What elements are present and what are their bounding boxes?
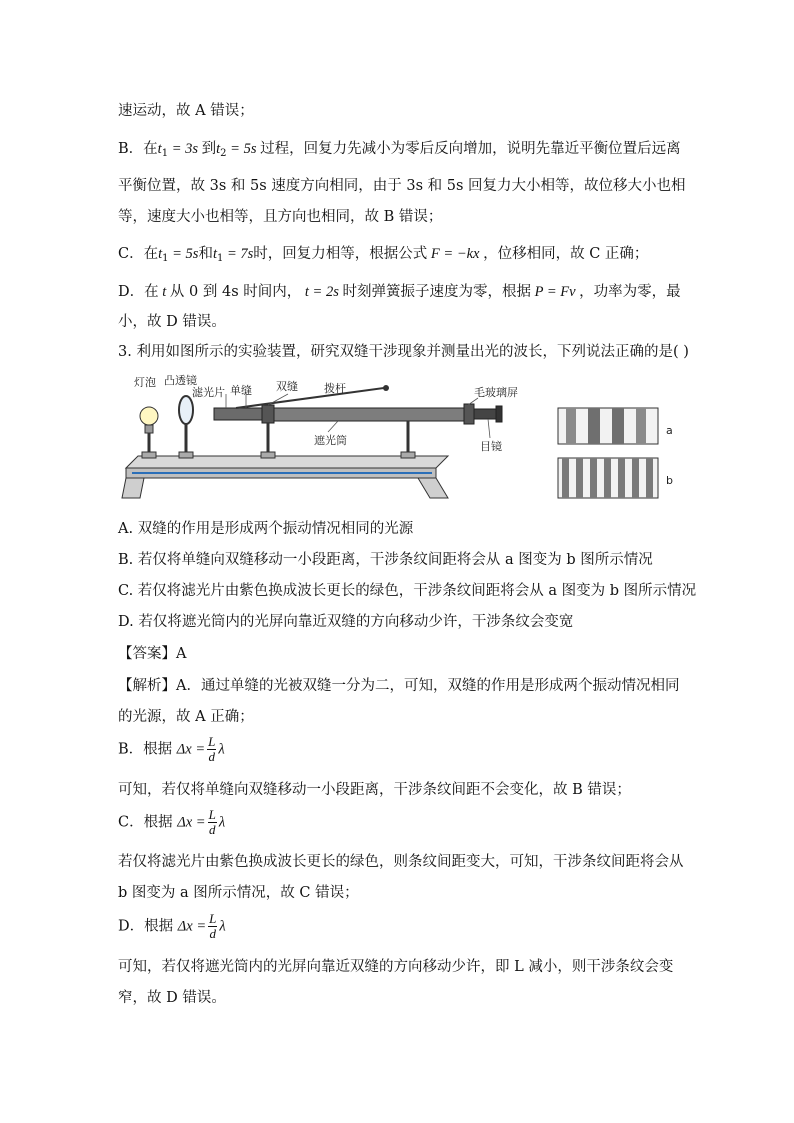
text-segment: B．在 (118, 141, 158, 157)
leader-line (328, 421, 338, 432)
fraction-denominator: d (209, 926, 216, 941)
text-segment: 和 (198, 246, 213, 262)
explanation-line: 可知，若仅将单缝向双缝移动一小段距离，干涉条纹间距不会变化，故 B 错误； (118, 782, 631, 798)
fraction (207, 735, 216, 764)
formula: F = −kx (427, 246, 484, 262)
leader-line (268, 394, 288, 405)
rail-leg-left (122, 478, 144, 498)
text-segment: C．在 (118, 246, 159, 262)
text-line-option-c (118, 244, 648, 269)
explanation-line: 可知，若仅将遮光筒内的光屏向靠近双缝的方向移动少许，即 L 减小，则干涉条纹会变 (118, 959, 674, 975)
subscript: 2 (220, 148, 227, 159)
label-lamp: 灯泡 (134, 376, 156, 389)
equation: t = 2s (301, 284, 343, 300)
filter-slit-assembly (214, 408, 262, 420)
text-segment: D．根据 (118, 918, 174, 935)
fraction (208, 808, 217, 837)
fraction-denominator: d (208, 822, 216, 837)
option-b: B. 若仅将单缝向双缝移动一小段距离，干涉条纹间距将会从 a 图变为 b 图所示情况 (118, 552, 653, 568)
leader-line (488, 419, 490, 438)
formula-left: Δx = (177, 918, 207, 935)
text-segment: 到 (201, 141, 217, 157)
rail-top (126, 456, 448, 468)
text-line: 小，故 D 错误。 (118, 314, 226, 330)
tube-holder-left (261, 452, 275, 458)
answer: 【答案】A (118, 646, 187, 662)
experiment-figure (118, 372, 678, 508)
fringe-pattern-b (558, 458, 658, 498)
label-lever: 拨杆 (324, 382, 346, 395)
formula-left: Δx = (176, 741, 206, 758)
lever-rod (236, 388, 384, 408)
label-double-slit: 双缝 (276, 380, 298, 393)
text-segment: 时刻弹簧振子速度为零，根据 (342, 284, 531, 300)
label-b: b (666, 474, 673, 487)
question-3: 3. 利用如图所示的实验装置，研究双缝干涉现象并测量出光的波长，下列说法正确的是( ) (118, 344, 689, 360)
time-symbol: t (158, 246, 163, 262)
text-line: 速运动，故 A 错误； (118, 103, 254, 119)
formula-left: Δx = (177, 814, 206, 831)
lamp-bulb (140, 407, 158, 425)
convex-lens (179, 396, 193, 424)
time-symbol: t (212, 246, 217, 262)
lamp-base (145, 425, 153, 433)
equation: = 5s (226, 141, 261, 157)
subscript: 1 (162, 253, 169, 264)
lever-knob (383, 385, 389, 391)
explanation-line: 【解析】A．通过单缝的光被双缝一分为二，可知，双缝的作用是形成两个振动情况相同 (118, 678, 680, 694)
text-segment: ，功率为零，最 (579, 284, 681, 300)
lambda-symbol: λ (218, 814, 226, 831)
text-segment: 过程，回复力先减小为零后反向增加，说明先靠近平衡位置后远离 (260, 141, 681, 157)
explanation-formula-b (118, 735, 225, 764)
text-segment: D．在 (118, 284, 159, 300)
formula: P = Fv (530, 284, 580, 300)
text-segment: 从 0 到 4s 时间内， (169, 284, 302, 300)
equation: = 7s (223, 246, 254, 262)
option-c: C. 若仅将滤光片由紫色换成波长更长的绿色，干涉条纹间距将会从 a 图变为 b 图所示情况 (118, 583, 697, 599)
fringe-pattern-a (558, 408, 658, 444)
tube-holder-right (401, 452, 415, 458)
option-d: D. 若仅将遮光筒内的光屏向靠近双缝的方向移动少许，干涉条纹会变宽 (118, 614, 574, 630)
time-symbol: t (158, 284, 170, 300)
equation: = 3s (168, 141, 202, 157)
text-segment: ，位移相同，故 C 正确； (483, 246, 649, 262)
label-a: a (666, 424, 673, 437)
explanation-line: 窄，故 D 错误。 (118, 990, 226, 1006)
lens-holder (179, 452, 193, 458)
equation: = 5s (168, 246, 199, 262)
text-line: 平衡位置，故 3s 和 5s 速度方向相同，由于 3s 和 5s 回复力大小相等，故位移大小也相 (118, 178, 686, 194)
text-line: 等，速度大小也相等，且方向也相同，故 B 错误； (118, 209, 443, 225)
text-line-option-b (118, 139, 681, 164)
time-symbol: t (216, 141, 221, 157)
subscript: 1 (216, 253, 224, 264)
eyepiece-end (496, 406, 502, 422)
label-screen: 毛玻璃屏 (474, 386, 518, 399)
time-symbol: t (157, 141, 162, 157)
rail-leg-right (418, 478, 448, 498)
explanation-line: 的光源，故 A 正确； (118, 709, 254, 725)
screen-ring (464, 404, 474, 424)
lambda-symbol: λ (218, 741, 225, 758)
label-eyepiece: 目镜 (480, 440, 502, 453)
eyepiece-tube (474, 409, 496, 419)
subscript: 1 (161, 148, 169, 159)
text-line-option-d (118, 282, 681, 302)
label-single-slit: 单缝 (230, 384, 252, 397)
label-filter: 滤光片 (192, 386, 225, 399)
light-shield-tube (274, 408, 464, 421)
option-a: A. 双缝的作用是形成两个振动情况相同的光源 (118, 521, 414, 537)
lambda-symbol: λ (219, 918, 226, 935)
fraction-denominator: d (208, 749, 215, 764)
label-lens: 凸透镜 (164, 374, 197, 387)
label-tube: 遮光筒 (314, 434, 347, 447)
explanation-formula-d (118, 912, 226, 941)
explanation-line: 若仅将滤光片由紫色换成波长更长的绿色，则条纹间距变大，可知，干涉条纹间距将会从 (118, 854, 684, 870)
text-segment: C．根据 (118, 814, 173, 831)
double-slit-ring (262, 405, 274, 423)
explanation-line: b 图变为 a 图所示情况，故 C 错误； (118, 885, 359, 901)
fraction (208, 912, 217, 941)
explanation-formula-c (118, 808, 225, 837)
fraction-numerator: L (208, 807, 216, 822)
lamp-holder (142, 452, 156, 458)
fraction-numerator: L (209, 911, 217, 926)
fraction-numerator: L (208, 734, 216, 749)
text-segment: 时，回复力相等，根据公式 (253, 246, 428, 262)
text-segment: B．根据 (118, 741, 173, 758)
